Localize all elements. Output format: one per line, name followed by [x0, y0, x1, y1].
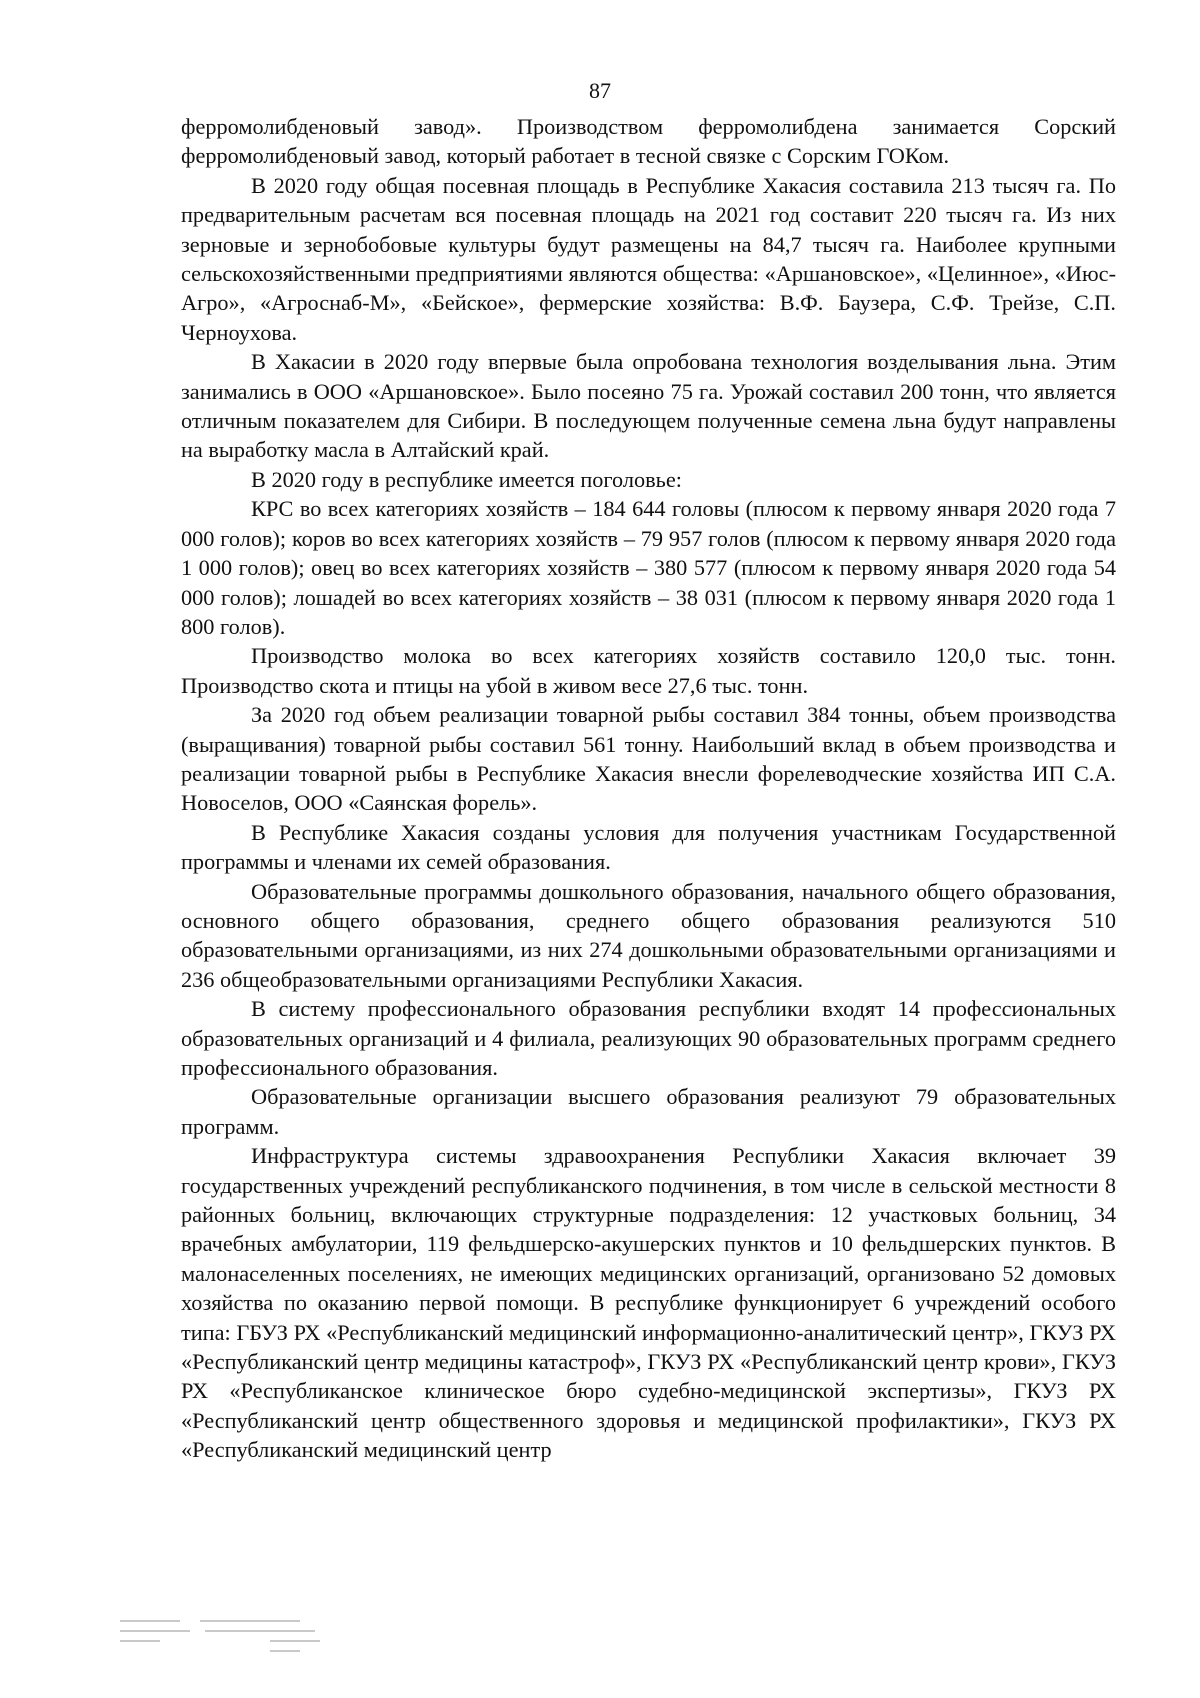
paragraph-sown-area: В 2020 году общая посевная площадь в Республике Хакасия составила 213 тысяч га. По предварительным расчетам вся посевная площадь на 2021 год составит 220 тысяч га. Из них зерновые и зернобобовые культуры будут размещены на 84,7 тысяч га. Наиболее крупными сельскохозяйственными предприятиями являются общества: «Аршановское», «Целинное», «Июс-Агро», «Агроснаб-М», «Бейское», фермерские хозяйства: В.Ф. Баузера, С.Ф. Трейзе, С.П. Черноухова.	[181, 172, 1116, 345]
paragraph-fish: За 2020 год объем реализации товарной рыбы составил 384 тонны, объем производства (выращивания) товарной рыбы составил 561 тонну. Наибольший вклад в объем производства и реализации товарной рыбы в Республике Хакасия внесли форелеводческие хозяйства ИП С.А. Новоселов, ООО «Саянская форель».	[181, 702, 1116, 816]
paragraph-education-conditions: В Республике Хакасия созданы условия для получения участникам Государственной программы и членами их семей образования.	[181, 819, 1116, 875]
paragraph-professional-education: В систему профессионального образования республики входят 14 профессиональных образовательных организаций и 4 филиала, реализующих 90 образовательных программ среднего профессионального образования.	[181, 996, 1116, 1080]
paragraph-healthcare: Инфраструктура системы здравоохранения Республики Хакасия включает 39 государственных учреждений республиканского подчинения, в том числе в сельской местности 8 районных больниц, включающих структурные подразделения: 12 участковых больниц, 34 врачебных амбулатории, 119 фельдшерско-акушерских пунктов и 10 фельдшерских пунктов. В малонаселенных поселениях, не имеющих медицинских организаций, организовано 52 домовых хозяйства по оказанию первой помощи. В республике функционирует 6 учреждений особого типа: ГБУЗ РХ «Республиканский медицинский информационно-аналитический центр», ГКУЗ РХ «Республиканский центр медицины катастроф», ГКУЗ РХ «Республиканский центр крови», ГКУЗ РХ «Республиканское клиническое бюро судебно-медицинской экспертизы», ГКУЗ РХ «Республиканский центр общественного здоровья и медицинской профилактики», ГКУЗ РХ «Республиканский медицинский центр	[181, 1143, 1116, 1463]
paragraph-milk-production: Производство молока во всех категориях хозяйств составило 120,0 тыс. тонн. Производство скота и птицы на убой в живом весе 27,6 тыс. тонн.	[181, 643, 1116, 698]
page-number: 87	[589, 78, 611, 103]
paragraph-general-education: Образовательные программы дошкольного образования, начального общего образования, основного общего образования, среднего общего образования реализуются 510 образовательными организациями, из них 274 дошкольными образовательными организациями и 236 общеобразовательными организациями Республики Хакасия.	[181, 878, 1116, 992]
paragraph-higher-education: Образовательные организации высшего образования реализуют 79 образовательных программ.	[181, 1084, 1116, 1139]
paragraph-livestock-numbers: КРС во всех категориях хозяйств – 184 644 головы (плюсом к первому января 2020 года 7 000 голов); коров во всех категориях хозяйств – 79 957 голов (плюсом к первому января 2020 года 1 000 голов); овец во всех категориях хозяйств – 380 577 (плюсом к первому января 2020 года 54 000 голов); лошадей во всех категориях хозяйств – 38 031 (плюсом к первому января 2020 года 1 800 голов).	[181, 496, 1116, 639]
paragraph-continuation-ferromolybdenum: ферромолибденовый завод». Производством ферромолибдена занимается Сорский ферромолибденовый завод, который работает в тесной связке с Сорским ГОКом.	[181, 114, 1116, 169]
document-body	[181, 112, 1116, 1465]
scan-artifact	[120, 1618, 350, 1668]
paragraph-livestock-intro: В 2020 году в республике имеется поголовье:	[251, 466, 682, 492]
paragraph-flax: В Хакасии в 2020 году впервые была опробована технология возделывания льна. Этим занимались в ООО «Аршановское». Было посеяно 75 га. Урожай составил 200 тонн, что является отличным показателем для Сибири. В последующем полученные семена льна будут направлены на выработку масла в Алтайский край.	[181, 349, 1116, 463]
